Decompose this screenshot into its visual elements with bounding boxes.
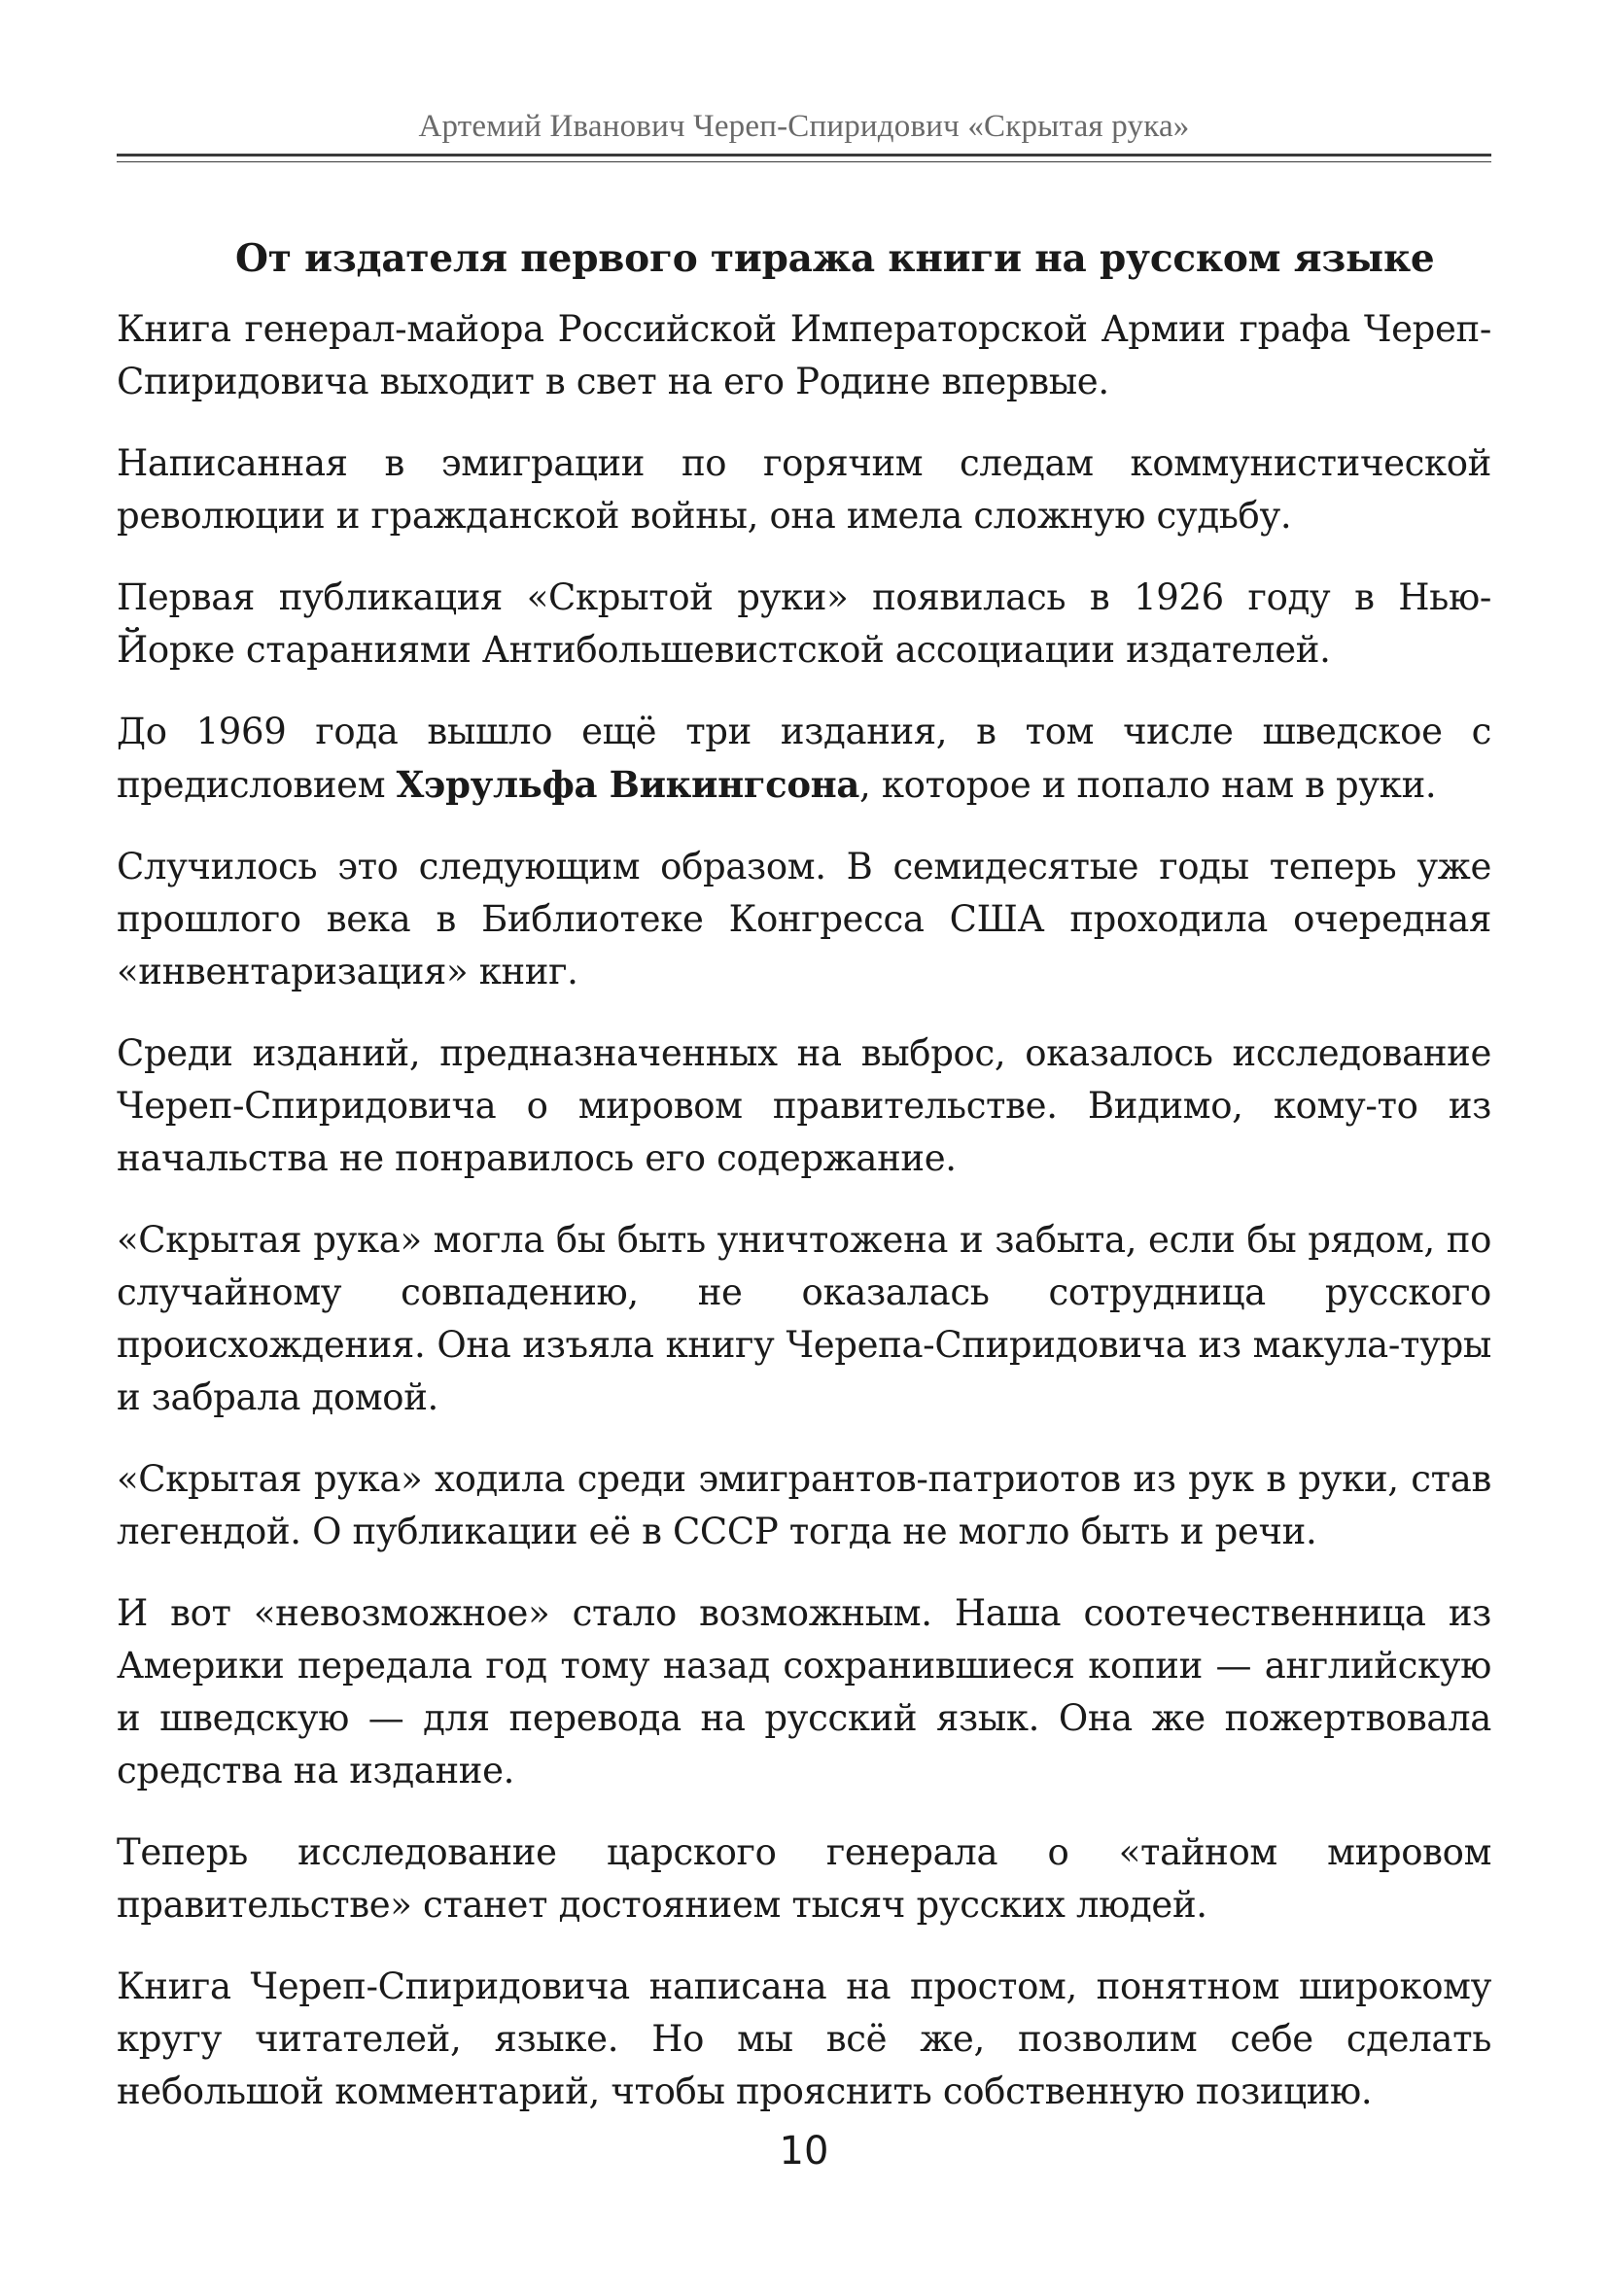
paragraph-with-bold-name [117, 706, 1491, 812]
header-rule-thick [117, 154, 1491, 157]
paragraph: Книга генерал-майора Российской Императорской Армии графа Череп-Спиридовича выходит в свет на его Родине впервые. [117, 308, 1491, 402]
paragraph-text: , которое и попало нам в руки. [859, 764, 1437, 806]
bold-name: Хэрульфа Викингсона [396, 763, 860, 806]
paragraph: «Скрытая рука» ходила среди эмигрантов-патриотов из рук в руки, став легендой. О публикации её в СССР тогда не могло быть и речи. [117, 1458, 1491, 1552]
paragraph-text: До 1969 года вышло ещё три издания, в том числе шведское с предисловием [117, 711, 1491, 806]
paragraph: Книга Череп-Спиридовича написана на простом, понятном широкому кругу читателей, языке. Но мы всё же, позволим себе сделать небольшой комментарий, чтобы прояснить собственную позицию. [117, 1966, 1491, 2112]
page-number: 10 [779, 2129, 829, 2174]
paragraph: Первая публикация «Скрытой руки» появилась в 1926 году в Нью-Йорке стараниями Антибольшевистской ассоциации издателей. [117, 576, 1491, 671]
paragraph: Написанная в эмиграции по горячим следам коммунистической революции и гражданской войны, она имела сложную судьбу. [117, 442, 1491, 537]
header-rule-thin [117, 161, 1491, 162]
section-heading: От издателя первого тиража книги на русском языке [235, 236, 1435, 281]
paragraph: Теперь исследование царского генерала о «тайном мировом правительстве» станет достоянием тысяч русских людей. [117, 1831, 1491, 1926]
paragraph: И вот «невозможное» стало возможным. Наша соотечественница из Америки передала год тому назад сохранившиеся копии — английскую и шведскую — для перевода на русский язык. Она же пожертвовала средства на издание. [117, 1592, 1491, 1792]
page-body [117, 231, 1491, 2147]
paragraph: «Скрытая рука» могла бы быть уничтожена и забыта, если бы рядом, по случайному совпадению, не оказалась сотрудница русского происхождения. Она изъяла книгу Черепа-Спиридовича из макула-туры и забрала домой. [117, 1219, 1491, 1418]
paragraph: Случилось это следующим образом. В семидесятые годы теперь уже прошлого века в Библиотеке Конгресса США проходила очередная «инвентаризация» книг. [117, 846, 1491, 992]
running-header: Артемий Иванович Череп-Спиридович «Скрытая рука» [418, 109, 1190, 144]
paragraph: Среди изданий, предназначенных на выброс, оказалось исследование Череп-Спиридовича о мировом правительстве. Видимо, кому-то из начальства не понравилось его содержание. [117, 1032, 1491, 1179]
